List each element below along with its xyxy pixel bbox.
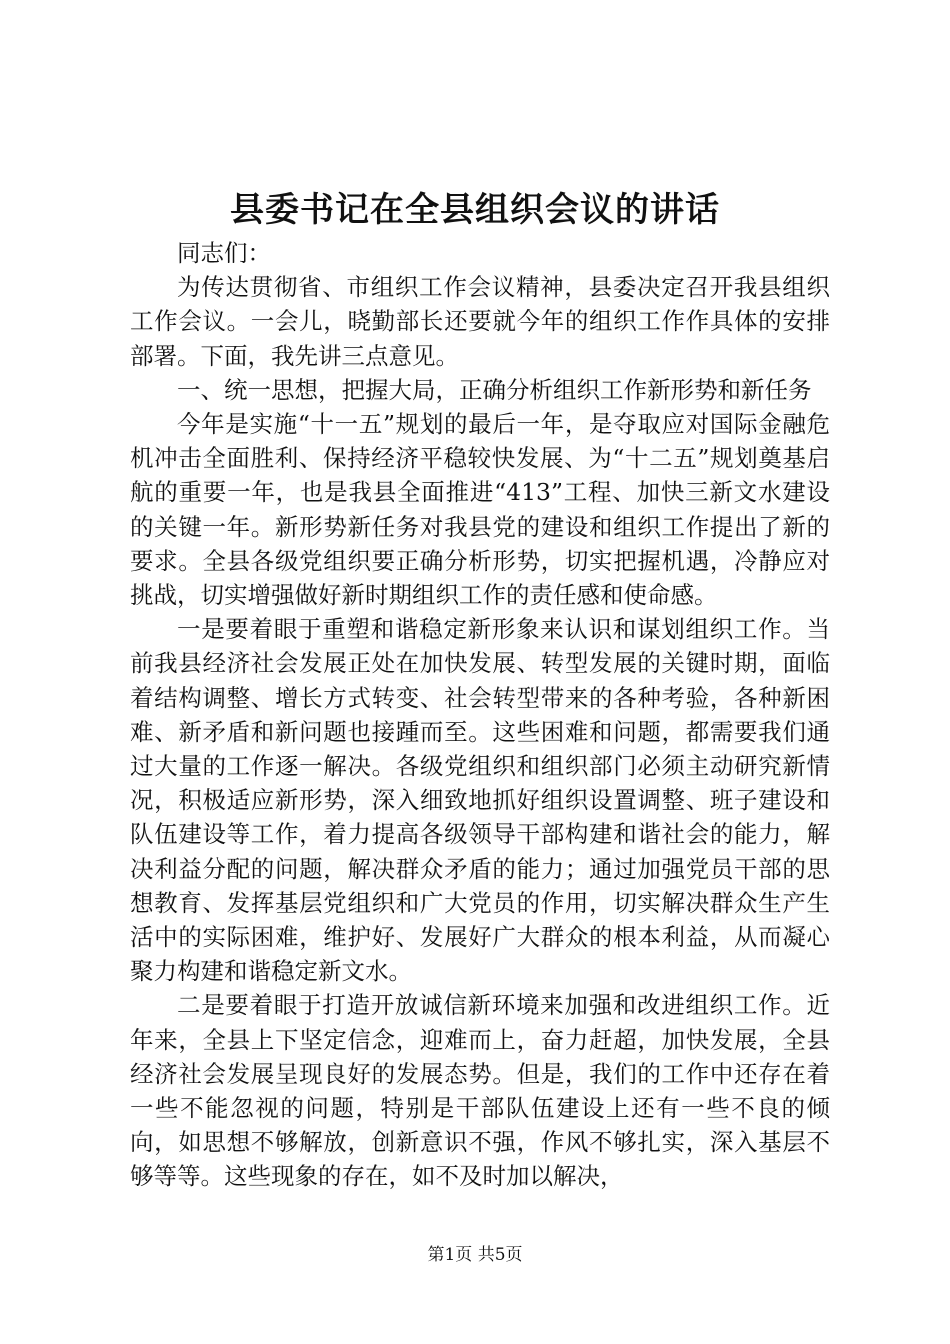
section-heading-1: 一、统一思想，把握大局，正确分析组织工作新形势和新任务 [177, 375, 812, 404]
body-paragraph: 二是要着眼于打造开放诚信新环境来加强和改进组织工作。近年来，全县上下坚定信念，迎难而上，奋力赶超，加快发展，全县经济社会发展呈现良好的发展态势。但是，我们的工作中还存在着一些不能忽视的问题，特别是干部队伍建设上还有一些不良的倾向，如思想不够解放，创新意识不强，作风不够扎实，深入基层不够等等。这些现象的存在，如不及时加以解决， [130, 991, 830, 1191]
document-title: 县委书记在全县组织会议的讲话 [230, 190, 720, 230]
document-body [130, 236, 830, 1194]
body-paragraph: 一是要着眼于重塑和谐稳定新形象来认识和谋划组织工作。当前我县经济社会发展正处在加快发展、转型发展的关键时期，面临着结构调整、增长方式转变、社会转型带来的各种考验，各种新困难、新矛盾和新问题也接踵而至。这些困难和问题，都需要我们通过大量的工作逐一解决。各级党组织和组织部门必须主动研究新情况，积极适应新形势，深入细致地抓好组织设置调整、班子建设和队伍建设等工作，着力提高各级领导干部构建和谐社会的能力，解决利益分配的问题，解决群众矛盾的能力；通过加强党员干部的思想教育、发挥基层党组织和广大党员的作用，切实解决群众生产生活中的实际困难，维护好、发展好广大群众的根本利益，从而凝心聚力构建和谐稳定新文水。 [130, 615, 830, 986]
page-number-footer: 第1页 共5页 [427, 1245, 523, 1265]
salutation-paragraph: 同志们： [177, 239, 271, 267]
body-paragraph: 今年是实施“十一五”规划的最后一年，是夺取应对国际金融危机冲击全面胜利、保持经济平稳较快发展、为“十二五”规划奠基启航的重要一年，也是我县全面推进“413”工程、加快三新文水建设的关键一年。新形势新任务对我县党的建设和组织工作提出了新的要求。全县各级党组织要正确分析形势，切实把握机遇，冷静应对挑战，切实增强做好新时期组织工作的责任感和使命感。 [130, 410, 830, 610]
intro-paragraph: 为传达贯彻省、市组织工作会议精神，县委决定召开我县组织工作会议。一会儿，晓勤部长还要就今年的组织工作作具体的安排部署。下面，我先讲三点意见。 [130, 273, 830, 370]
